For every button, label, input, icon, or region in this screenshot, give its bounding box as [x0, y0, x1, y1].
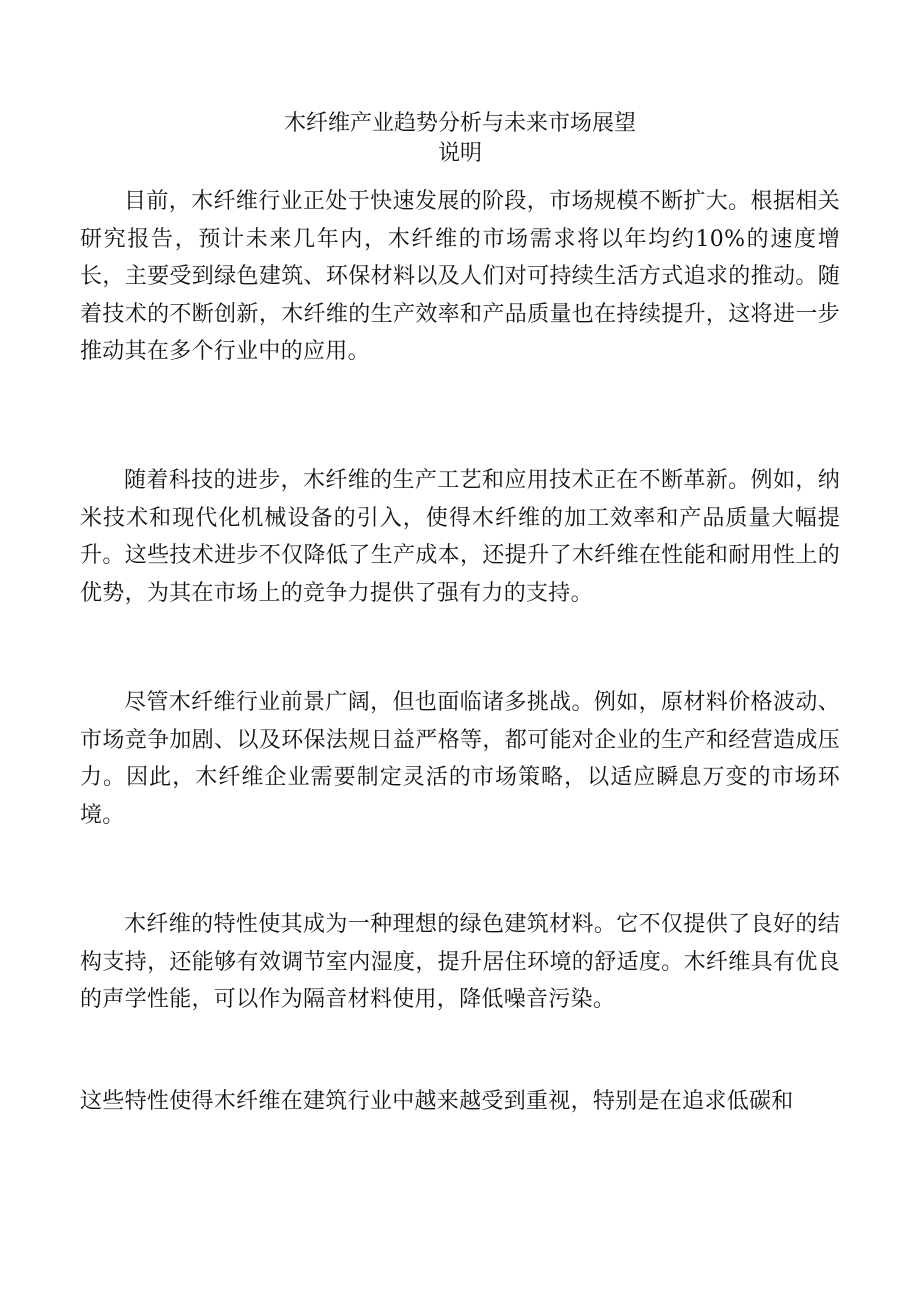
- paragraph-technology-progress: 随着科技的进步，木纤维的生产工艺和应用技术正在不断革新。例如，纳米技术和现代化机械设备的引入，使得木纤维的加工效率和产品质量大幅提升。这些技术进步不仅降低了生产成本，还提升了木纤维在性能和耐用性上的优势，为其在市场上的竞争力提供了强有力的支持。: [80, 468, 840, 606]
- document-subtitle: 说明: [437, 141, 482, 166]
- paragraph-industry-challenges: 尽管木纤维行业前景广阔，但也面临诸多挑战。例如，原材料价格波动、市场竞争加剧、以及环保法规日益严格等，都可能对企业的生产和经营造成压力。因此，木纤维企业需要制定灵活的市场策略，以适应瞬息万变的市场环境。: [80, 690, 840, 828]
- paragraph-material-properties: 木纤维的特性使其成为一种理想的绿色建筑材料。它不仅提供了良好的结构支持，还能够有效调节室内湿度，提升居住环境的舒适度。木纤维具有优良的声学性能，可以作为隔音材料使用，降低噪音污染。: [80, 912, 840, 1012]
- document-title: 木纤维产业趋势分析与未来市场展望: [283, 111, 636, 136]
- paragraph-market-overview: 目前，木纤维行业正处于快速发展的阶段，市场规模不断扩大。根据相关研究报告，预计未来几年内，木纤维的市场需求将以年均约10%的速度增长，主要受到绿色建筑、环保材料以及人们对可持续生活方式追求的推动。随着技术的不断创新，木纤维的生产效率和产品质量也在持续提升，这将进一步推动其在多个行业中的应用。: [80, 189, 840, 364]
- paragraph-construction-usage: 这些特性使得木纤维在建筑行业中越来越受到重视，特别是在追求低碳和: [80, 1089, 794, 1114]
